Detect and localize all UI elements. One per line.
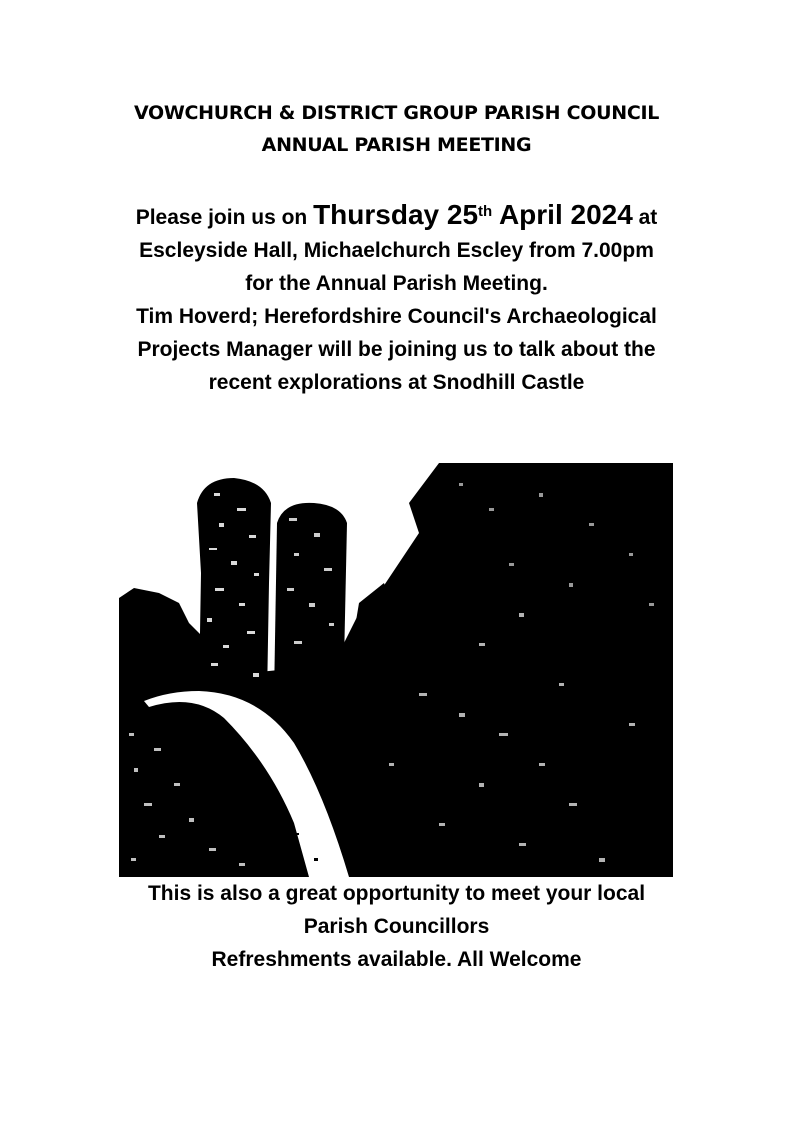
meeting-title-heading: ANNUAL PARISH MEETING [261, 134, 532, 156]
speaker-role-line: Projects Manager will be joining us to talk about the [137, 338, 656, 361]
castle-ruins-photo [119, 463, 673, 877]
council-name-heading: VOWCHURCH & DISTRICT GROUP PARISH COUNCIL [133, 102, 660, 124]
meeting-date-month-year: April 2024 [492, 199, 633, 230]
venue-line: Escleyside Hall, Michaelchurch Escley from 7.00pm [139, 239, 654, 262]
purpose-line: for the Annual Parish Meeting. [245, 272, 548, 295]
meeting-date-suffix: th [478, 203, 493, 220]
invitation-date-line [60, 198, 733, 234]
meeting-date-day: Thursday 25 [313, 199, 479, 230]
refreshments-line: Refreshments available. All Welcome [211, 948, 582, 971]
invitation-at: at [632, 206, 658, 229]
talk-topic-line: recent explorations at Snodhill Castle [208, 371, 585, 394]
invitation-text [60, 198, 733, 399]
opportunity-line: This is also a great opportunity to meet your local [147, 882, 646, 905]
speaker-line: Tim Hoverd; Herefordshire Council's Archaeological [136, 305, 657, 328]
invitation-intro: Please join us on [135, 206, 314, 229]
closing-text [60, 877, 733, 976]
councillors-line: Parish Councillors [303, 915, 490, 938]
